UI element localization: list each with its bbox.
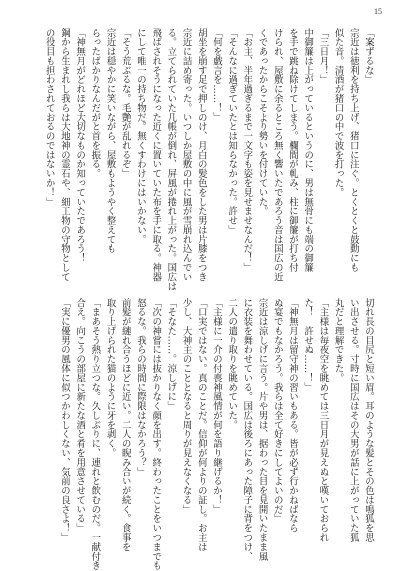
text-column: ぬ宴でもなかろう。我らは全て好きにしてよいのだ」 — [271, 298, 283, 524]
text-column: けられ、屋敷に余るところ無く響いたであろう音は国広の近 — [271, 28, 283, 282]
text-column: 取り上げられた猫のように牙を剥く。 — [104, 298, 116, 458]
text-column: 「神無月がどれほど大切なものか知っていたであろう！ — [74, 28, 86, 263]
text-column: 少し、大神主のこととなると周りが見えなくなる」 — [180, 298, 192, 514]
text-column: 「そう荒ぶるな。毛艶が乱れるぞ」 — [119, 28, 131, 179]
text-column: 「そんなに過ぎていたとは知らなかった。許せ」 — [226, 28, 238, 235]
text-column: 「案ずるな」 — [363, 28, 374, 85]
text-column: 「主様は毎夜空を眺めては三日月が見えぬと嘆いておられ — [317, 298, 329, 543]
text-column: 宗近は涼しげに言う。片や男は、据わった目を見開いたまま風 — [256, 298, 268, 561]
text-column: 切れ長の目尻と短い眉。耳のような髪とその色は鳴狐を思 — [363, 298, 374, 543]
text-column: 胡坐を崩す足で押しのけ、月白の髪色をした男は片膝をつき — [195, 28, 207, 282]
text-column: らったばかりなんだがと首を振る。 — [89, 28, 101, 179]
text-column: 合え。向こうの部屋に新たな酒と肴を用意させている」 — [74, 298, 86, 533]
text-column: 「次の神嘗には抜かりなく顔を出す。終わったことをいつまでも — [150, 298, 162, 571]
text-column: 「三日月！」 — [317, 28, 329, 85]
text-column: い出させる。寸時に国広はその大男が話に上がっていた狐 — [347, 298, 359, 543]
text-column: 丸だと理解できた。 — [332, 298, 344, 383]
text-column: た！ 許せぬ……！」 — [302, 298, 314, 392]
text-column: 「口実ではない。真のことだ。信仰が何よりの証し。お主は — [195, 298, 207, 552]
text-column: 「まあそう熱り立つな。久しぶりに、連れと飲むのだ。一献付き — [89, 298, 101, 571]
text-column: 「実に優男の風体に似つかわしくない、気前の良さよ！」 — [58, 298, 70, 543]
text-column: の役目も担わされておるのではないか！」 — [43, 28, 55, 207]
text-column: 「お主、半年過ぎるまで一文字も姿を見せませなんだ！」 — [241, 28, 253, 273]
upper-text-block — [42, 28, 376, 291]
text-column: 怒るな。我らの時間に際限はなかろう？」 — [134, 298, 146, 477]
page-number: 15 — [374, 7, 382, 16]
text-column: 「主様に一介の付喪神風情が何を語り継げるか！」 — [210, 298, 222, 514]
text-column: 「何を戯言を……！」 — [210, 28, 222, 122]
text-column: 宗近は穏やかに笑いながら、屋敷もようやく整えても — [104, 28, 116, 254]
text-column: くであったからこそより勢いを付けていた。 — [256, 28, 268, 216]
text-column: 宗近は徳利を持ち上げ、猪口に注ぐ。とくとくと鼓動にも — [347, 28, 359, 273]
text-column: 中御簾は上がっているというのに、男は無骨にも端の御簾 — [302, 28, 314, 273]
text-column: 前髪が縺れ合うほどに近い。二人の睨み合いが続く。食事を — [119, 298, 131, 552]
text-column: 鋼から生まれし我らは大地神の霊石や、細工物の守物として — [58, 28, 70, 282]
text-column: 二人の遣り取りを眺めていた。 — [226, 298, 238, 430]
text-column: を手で跳ね除けてしまう。欄間が軋み、柱に御簾が打ち付 — [286, 28, 298, 273]
text-column: 似た音。清酒が猪口の中で波を打った。 — [332, 28, 344, 198]
text-column: る。立てられていた几帳が倒れ、屏風が捲れ上がった。国広は — [165, 28, 177, 291]
text-column: 「そなた……。涼しげに」 — [165, 298, 177, 411]
text-column: 飛ばされそうになった近くに置いていた布を手に取る。神器 — [150, 28, 162, 282]
text-column: 「神無月は留守神の習いもある。皆が必ず行かねばなら — [286, 298, 298, 533]
text-column: に衣装を舞わせている。国広は後ろにあった障子に背をつけ、 — [241, 298, 253, 561]
text-column: 宗近に詰め寄った。いつしか屋敷の中に風が雪崩れ込んでい — [180, 28, 192, 282]
text-column: にして唯一の持ち物だ。無くすわけにはいかない。 — [134, 28, 146, 244]
lower-text-block — [57, 298, 376, 571]
